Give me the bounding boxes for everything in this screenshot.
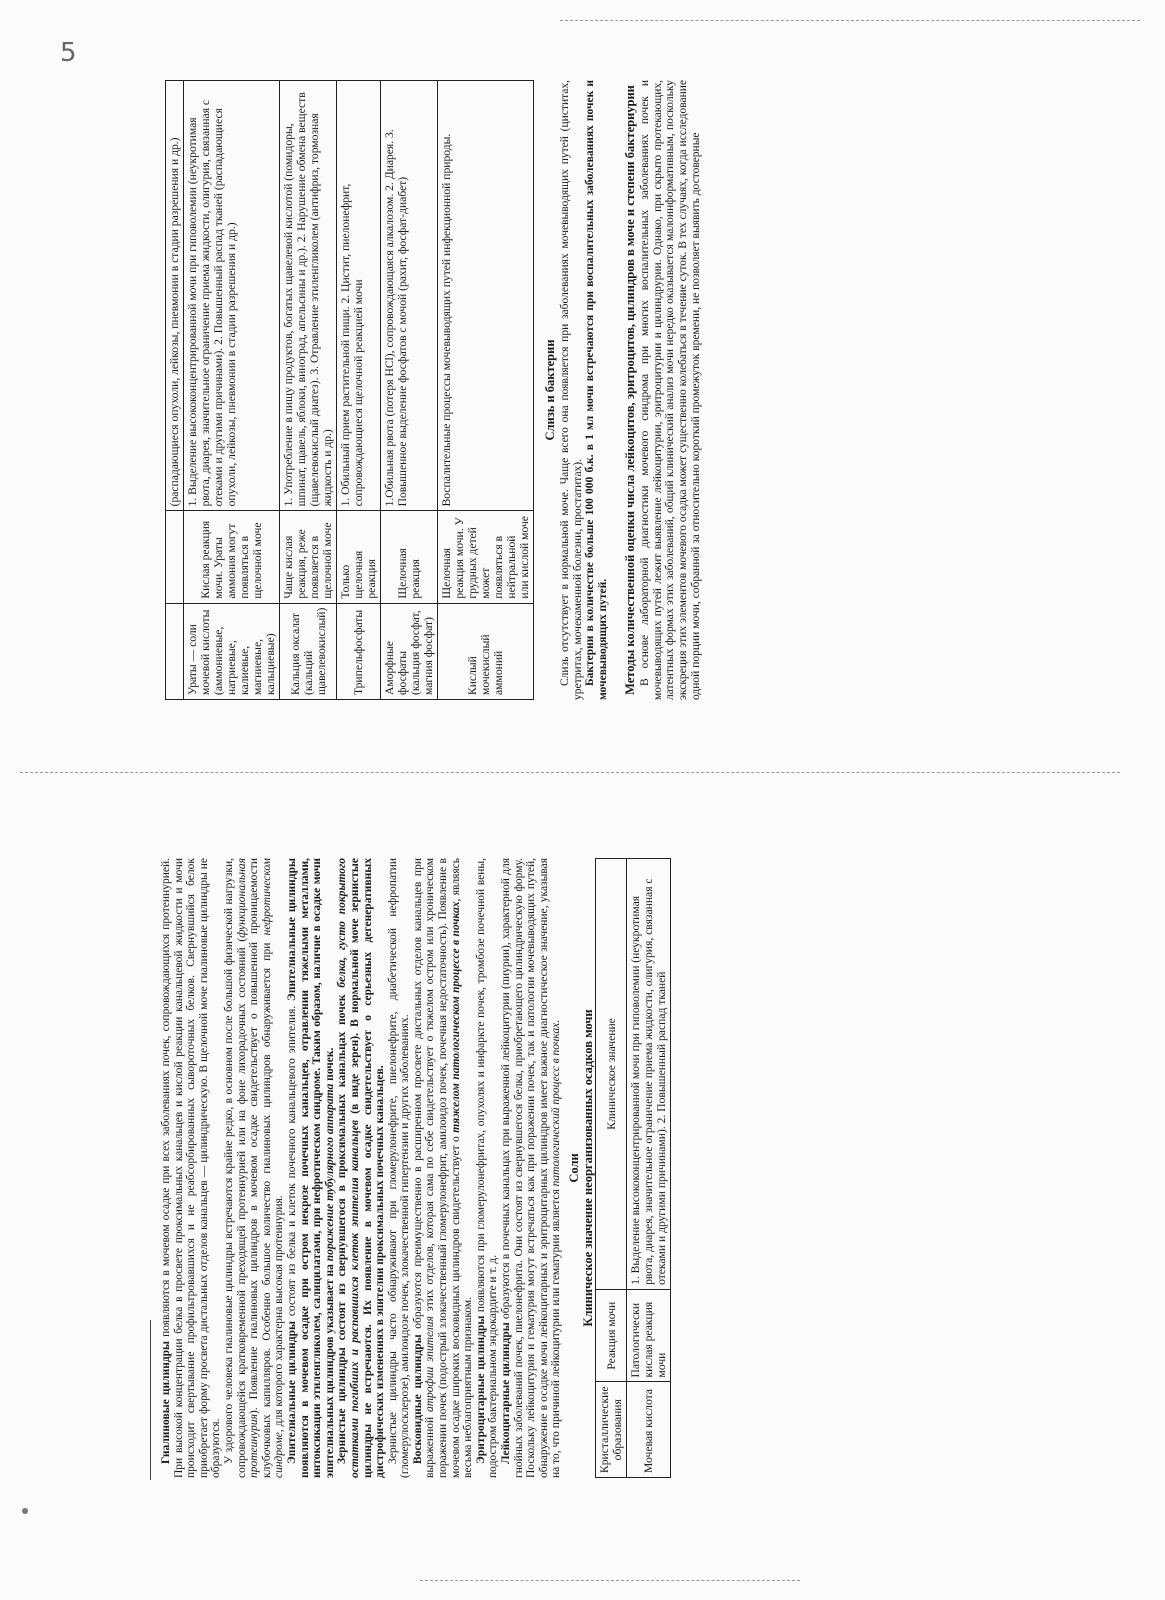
paragraph (336, 858, 386, 1478)
bacteria-text: Бактерии в количестве больше 100 000 б.к. в 1 мл мочи встречаются при воспалительных заболеваниях почек и мочевыводящих путей. (584, 80, 610, 700)
table-row (627, 859, 671, 1478)
cell-reaction (166, 511, 184, 603)
methods-text: В основе лабораторной диагностики мочевого синдрома при многих воспалительных заболеваниях почек и мочевыводящих путей лежит выявление лейкоцитурии, эритроцитурии и цилиндрурии. Однако, при скрыто протекающих, латентных формах этих заболеваний, общий клинический анализ мочи нередко оказывается малоинформативным, поскольку экскреция этих элементов мочевого осадка может существенно колебаться в течение суток. В тех случаях, когда исследование одной порции мочи, собранной за относительно короткий промежуток времени, не позволяет выявить достоверные (638, 80, 702, 700)
top-edge-line (560, 20, 1140, 21)
cell-clinical: (распадающиеся опухоли, лейкозы, пневмонии в стадии разрешения и др.) (166, 81, 184, 511)
table-row (337, 81, 381, 700)
cell-reaction: Только щелочная реакция (337, 511, 381, 603)
text-run: Эритроцитарные цилиндры (474, 1315, 487, 1464)
methods-heading: Методы количественной оценки числа лейкоцитов, эритроцитов, цилиндров в моче и степени бактериурии (622, 85, 637, 695)
cell-reaction: Чаще кислая реакция, реже появляется в щелочной моче (280, 511, 337, 603)
text-run: , для которого характерна высокая протеинурия. (273, 1195, 286, 1433)
paragraph (286, 858, 336, 1478)
cell-reaction: Кислая реакция мочи. Ураты аммония могут появляться в щелочной моче (184, 511, 280, 603)
table-heading: Клиническое значение неорганизованных осадков мочи (580, 1009, 595, 1327)
paragraph (475, 858, 500, 1478)
cell-crystal (166, 603, 184, 699)
text-run: появляются в мочевом осадке при всех заболеваниях почек, сопровождающихся протеинурией. При высокой концентрации белка в просвете проксимальных канальцев и кислой реакции канальцевой жидкости и мочи происходит свертывание профильтровавшихся и не реабсорбированных сывороточных белков. Свернувшийся белок приобретает форму просвета дистальных отделов канальцев — цилиндрическую. В щелочной моче гиалиновые цилиндры не образуются. (160, 858, 223, 1478)
upper-half-text-block (165, 80, 703, 700)
table-row (166, 81, 184, 700)
cell-clinical: 1.Обильная рвота (потеря HCl), сопровождающаяся алкалозом. 2. Диарея. 3. Повышенное выделение фосфатов с мочой (рахит, фосфат-диабет) (381, 81, 438, 511)
page-fold-line (20, 772, 1120, 773)
text-run: , являясь весьма неблагоприятным признаком. (449, 858, 475, 1478)
paragraph (160, 858, 223, 1478)
text-run: Зернистые цилиндры состоят из свернувшегося в проксимальных канальцах почек (336, 987, 349, 1464)
cell-crystal: Кальция оксалат (кальций щавелевокислый) (280, 603, 337, 699)
cell-reaction: Щелочная реакция (381, 511, 438, 603)
text-run: состоят из белка и клеток почечного канальцевого эпителия. (285, 1000, 298, 1322)
mucus-heading: Слизь и бактерии (543, 339, 557, 441)
text-run: патологический процесс в почках (550, 1022, 563, 1187)
table-row (438, 81, 534, 700)
cell-crystal: Мочевая кислота (627, 1382, 671, 1478)
lower-half-text-block (160, 858, 671, 1478)
cell-crystal: Трипельфосфаты (337, 603, 381, 699)
text-run: Гиалиновые цилиндры (160, 1340, 172, 1464)
text-run: ). Появление гиалиновых цилиндров в мочевом осадке свидетельствует о повышенной проницаемости клубочковых капилляров. Особенно большое количество гиалиновых цилиндров обнаруживается при (248, 858, 273, 1478)
cell-clinical: 1. Употребление в пищу продуктов, богатых щавелевой кислотой (помидоры, шпинат, щавель, яблоки, виноград, апельсины и др.). 2. Нарушение обмена веществ (щавелевокислый диатез). 3. Отравление этиленгликолем (антифриз, тормозная жидкость и др.) (280, 81, 337, 511)
left-margin-line (150, 1320, 151, 1480)
text-run: Эпителиальные цилиндры (285, 1321, 298, 1464)
cell-clinical: 1. Выделение высококонцентрированной мочи при гиповолемии (неукротимая рвота, диарея, значительное ограничение приема жидкости, олигурия, связанная с отеками и другими причинами). 2. Повышенный распад тканей (распадающиеся опухоли, лейкозы, пневмонии в стадии разрешения и др.) (184, 81, 280, 511)
paragraph (223, 858, 286, 1478)
sediment-table-part2 (165, 80, 534, 700)
casts-paragraphs (160, 858, 563, 1478)
cell-crystal: Ураты — соли мочевой кислоты (аммониевые, натриевые, калиевые, магниевые, кальциевые) (184, 603, 280, 699)
text-run: У здорового человека гиалиновые цилиндры встречаются крайне редко, в основном после большой физической нагрузки, сопровождающейся кратковременной преходящей протеинурией или на фоне лихорадочных состояний ( (222, 858, 248, 1478)
text-run: функциональная протеинурия (235, 858, 261, 1478)
cell-reaction: Щелочная реакция мочи. У грудных детей может появляться в нейтральной или кислой моче (438, 511, 534, 603)
paragraph (387, 858, 412, 1478)
cell-crystal: Аморфные фосфаты (кальция фосфат, магния фосфат) (381, 603, 438, 699)
text-run: (в виде зерен). В нормальной моче зернистые цилиндры не встречаются. Их появление в мочевом осадке свидетельствует о серьезных дегенеративных дистрофических изменениях в эпителии проксимальных почечных канальцев. (348, 858, 387, 1478)
text-run: атрофии эпителия (424, 1316, 437, 1412)
scan-speck (22, 1508, 28, 1514)
table-row (381, 81, 438, 700)
text-run: Зернистые цилиндры часто обнаруживают при гломерулонефрите, пиелонефрите, диабетической нефропатии (гломерулосклерозе), амилоидозе почек, злокачественной гипертензии и других заболеваниях. (386, 858, 412, 1478)
cell-clinical: Воспалительные процессы мочевыводящих путей инфекционной природы. (438, 81, 534, 511)
text-run: . (550, 1019, 563, 1023)
text-run: образуются преимущественно в расширенном просвете дистальных отделов канальцев при выраженной (411, 858, 437, 1478)
cell-clinical: 1. Выделение высококонцентрированной мочи при гиповолемии (неукротимая рвота, диарея, значительное ограничение приема жидкости, олигурия, связанная с отеками и другими причинами). 2. Повышенный распад тканей (627, 859, 671, 1290)
text-run: появляются при гломерулонефритах, опухолях и инфаркте почек, тромбозе почечной вены, подостром бактериальном эндокардите и т. д. (474, 858, 500, 1478)
header-clinical: Клиническое значение (596, 859, 627, 1290)
salts-heading: Соли (567, 1153, 581, 1183)
header-reaction: Реакция мочи (596, 1289, 627, 1382)
bottom-edge-line (420, 1580, 800, 1581)
mucus-text: Слизь отсутствует в нормальной моче. Чаще всего она появляется при заболеваниях мочевыводящих путей (циститах, уретритах, мочекаменной болезни, простатитах). (558, 80, 584, 700)
text-run: Восковидные цилиндры (411, 1334, 424, 1464)
header-crystals: Кристаллические образования (596, 1382, 627, 1478)
cell-reaction: Патологически кислая реакция мочи (627, 1289, 671, 1382)
text-run: тяжелом патологическом процессе в почках (449, 901, 462, 1133)
text-run: образуются в почечных канальцах при выраженной лейкоцитурии (пиурии), характерной для гнойных заболеваний почек, пиелонефрита. Они состоят из свернувшегося белка, приобретающего цилиндрическую форму. Поскольку лейкоцитурия и гематурия могут встречаться как при поражении почек, так и патологии мочевыводящих путей, обнаружение в осадке мочи лейкоцитарных и эритроцитарных цилиндров имеет важное диагностическое значение, указывая на то, что причиной лейкоцитурии или гематурии является (500, 858, 563, 1478)
corner-handwritten-mark: 5 (60, 38, 77, 68)
text-run: белка, густо покрытого остатками погибших и распавшихся клеток эпителия канальцев (336, 858, 361, 1478)
paragraph (500, 858, 563, 1478)
table-row (280, 81, 337, 700)
table-header-row (596, 859, 627, 1478)
text-run: почек. (323, 1047, 336, 1084)
text-run: нефротическом синдроме (260, 858, 286, 1478)
text-run: поражение тубулярного аппарата (323, 1083, 336, 1262)
sediment-table-part1 (595, 858, 671, 1478)
text-run: Эпителиальные цилиндры появляются в мочевом осадке при остром некрозе почечных канальцев, отравлении тяжелыми металлами, интоксикации этиленгликолем, салицилатами, при нефротическом синдроме. Таким образом, наличие в осадке мочи эпителиальных цилиндров указывает на (285, 857, 336, 1478)
paragraph (412, 858, 475, 1478)
text-run: этих отделов, которая сама по себе свидетельствует о тяжелом остром или хроническом поражении почек (подострый злокачественный гломерулонефрит, амилоидоз почек, почечная недостаточность). Появление в мочевом осадке широких восковидных цилиндров свидетельствует о (424, 858, 462, 1478)
cell-clinical: 1. Обильный прием растительной пищи. 2. Цистит, пиелонефрит, сопровождающиеся щелочной реакцией мочи (337, 81, 381, 511)
cell-crystal: Кислый мочекислый аммоний (438, 603, 534, 699)
text-run: Лейкоцитарные цилиндры (500, 1322, 513, 1464)
table-row (184, 81, 280, 700)
